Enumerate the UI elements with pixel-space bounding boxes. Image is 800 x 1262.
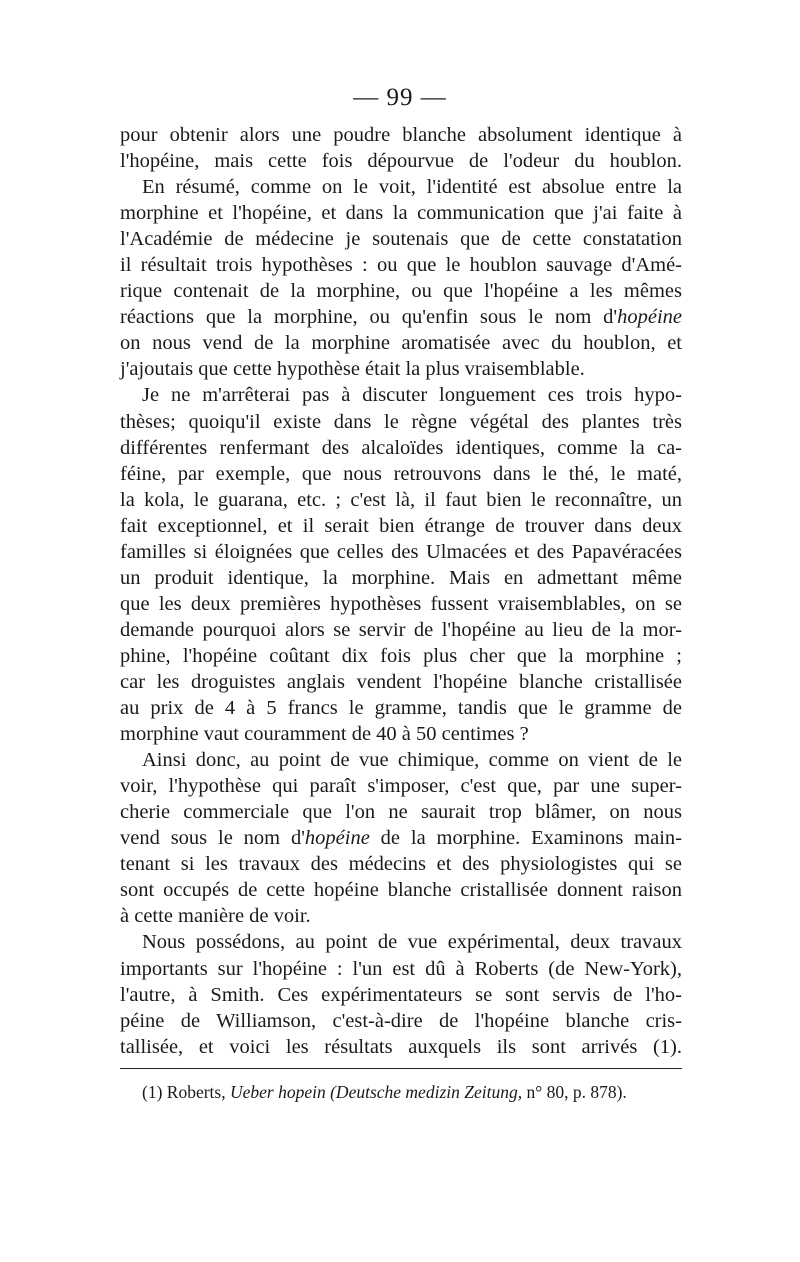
text-line: familles si éloignées que celles des Ulmacées et des Papavéracées xyxy=(120,540,682,563)
text-line: importants sur l'hopéine : l'un est dû à Roberts (de New-York), xyxy=(120,957,682,980)
text-line: morphine et l'hopéine, et dans la communication que j'ai faite à xyxy=(120,202,682,225)
footnote-marker: (1) Roberts, xyxy=(142,1082,230,1102)
text-line: que les deux premières hypothèses fussent vraisemblables, on se xyxy=(120,592,682,615)
footnote-source: (Deutsche medizin Zeitung, xyxy=(325,1082,527,1102)
text-line: on nous vend de la morphine aromatisée avec du houblon, et xyxy=(120,332,682,355)
footnote-title: Ueber hopein xyxy=(229,1082,326,1102)
text-line: la kola, le guarana, etc. ; c'est là, il faut bien le reconnaître, un xyxy=(120,488,682,511)
text-line: demande pourquoi alors se servir de l'hopéine au lieu de la mor- xyxy=(120,618,682,641)
text-line: cherie commerciale que l'on ne saurait trop blâmer, on nous xyxy=(120,801,682,824)
text-line: l'Académie de médecine je soutenais que de cette constatation xyxy=(120,228,682,251)
text-line: morphine vaut couramment de 40 à 50 centimes ? xyxy=(120,723,529,746)
text-line: au prix de 4 à 5 francs le gramme, tandis que le gramme de xyxy=(120,697,682,720)
text-line: un produit identique, la morphine. Mais en admettant même xyxy=(120,566,682,589)
footnote-ref: n° 80, p. 878). xyxy=(526,1082,627,1102)
footnote-rule xyxy=(120,1068,682,1069)
text-line: tenant si les travaux des médecins et des physiologistes qui se xyxy=(120,853,682,876)
text-line: sont occupés de cette hopéine blanche cristallisée donnent raison xyxy=(120,879,682,902)
text-line: voir, l'hypothèse qui paraît s'imposer, c'est que, par une super- xyxy=(120,775,682,798)
body-text xyxy=(120,122,682,1060)
text-line: En résumé, comme on le voit, l'identité est absolue entre la xyxy=(142,176,682,199)
text-line: car les droguistes anglais vendent l'hopéine blanche cristallisée xyxy=(120,670,682,693)
text-line: il résultait trois hypothèses : ou que le houblon sauvage d'Amé- xyxy=(120,254,682,277)
text-line: l'autre, à Smith. Ces expérimentateurs se sont servis de l'ho- xyxy=(120,983,682,1006)
text-line: rique contenait de la morphine, ou que l'hopéine a les mêmes xyxy=(120,280,682,303)
text-line: Je ne m'arrêterai pas à discuter longuement ces trois hypo- xyxy=(142,384,682,407)
text-line: à cette manière de voir. xyxy=(120,905,311,928)
text-line: fait exceptionnel, et il serait bien étrange de trouver dans deux xyxy=(120,514,682,537)
text-line: pour obtenir alors une poudre blanche absolument identique à xyxy=(120,124,682,146)
text-line: vend sous le nom d'hopéine de la morphine. Examinons main- xyxy=(120,827,682,850)
text-line: thèses; quoiqu'il existe dans le règne végétal des plantes très xyxy=(120,410,682,433)
text-line: différentes renfermant des alcaloïdes identiques, comme la ca- xyxy=(120,436,682,459)
text-line: réactions que la morphine, ou qu'enfin sous le nom d'hopéine xyxy=(120,306,682,329)
text-line: tallisée, et voici les résultats auxquels ils sont arrivés (1). xyxy=(120,1035,682,1058)
text-line: péine de Williamson, c'est-à-dire de l'hopéine blanche cris- xyxy=(120,1009,682,1032)
text-line: féine, par exemple, que nous retrouvons dans le thé, le maté, xyxy=(120,462,682,485)
text-line: phine, l'hopéine coûtant dix fois plus cher que la morphine ; xyxy=(120,644,682,667)
footnote xyxy=(142,1080,682,1104)
text-line: Nous possédons, au point de vue expérimental, deux travaux xyxy=(142,931,682,954)
text-line: j'ajoutais que cette hypothèse était la plus vraisemblable. xyxy=(120,358,585,381)
page-number: — 99 — xyxy=(353,84,447,111)
text-line: l'hopéine, mais cette fois dépourvue de l'odeur du houblon. xyxy=(120,150,682,173)
text-line: Ainsi donc, au point de vue chimique, comme on vient de le xyxy=(142,749,682,772)
